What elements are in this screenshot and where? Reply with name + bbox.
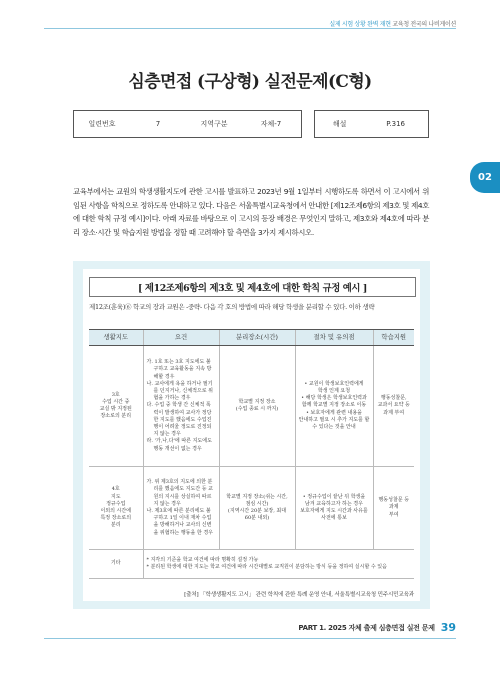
- cell-line: 행동성찰문 등 과제: [378, 497, 410, 511]
- reference-figure: [73, 261, 430, 609]
- answer-page: P.316: [386, 120, 406, 128]
- cell-line: 4호: [111, 486, 120, 493]
- cell-line: 학교별 지정 장소(쉬는 시간,: [226, 493, 288, 500]
- running-header-highlight: 실제 시험 상황 완벽 재현: [329, 21, 391, 28]
- serial-label: 일련번호: [88, 120, 116, 128]
- requirement-item: 라. '가,나,다'에 따른 지도에도 행동 개선이 없는 경우: [146, 438, 212, 452]
- col-header: 학습지원: [373, 330, 414, 346]
- procedure-cell: [295, 467, 373, 550]
- figure-title: [ 제12조제6항의 제3호 및 제4호에 대한 학칙 규정 예시 ]: [89, 277, 416, 297]
- table-row: [89, 467, 414, 550]
- info-box-main: [73, 110, 302, 138]
- cell-line: 분리: [110, 522, 121, 529]
- place-cell: [219, 467, 295, 550]
- cell-line: 특정 장소로의: [100, 515, 132, 522]
- cell-line: 과제 부여: [383, 409, 405, 416]
- region-label: 지역구분: [200, 120, 228, 128]
- cell-line: 지도: [110, 493, 121, 500]
- table-row: [89, 346, 414, 467]
- running-header: [329, 19, 456, 28]
- footer-rule: [44, 638, 456, 639]
- etc-label: 기타: [89, 550, 143, 579]
- place-cell: [219, 346, 295, 467]
- figure-panel: [83, 269, 420, 601]
- cell-line: 정규수업: [106, 500, 126, 507]
- question-text: 교육부에서는 교원의 학생생활지도에 관한 고시를 발표하고 2023년 9월 1일부터 시행하도록 하면서 이 고시에서 위임된 사항을 학칙으로 정하도록 안내하고 있다. 다음은 서울특별시교육청에서 안내한 [제12조제6항의 제3호 및 제4호에 대한 학칙 규정 예시]이다. 아래 자료를 바탕으로 이 고시의 등장 배경은 무엇인지 말하고, 제3호와 제4호에 따라 분리 장소·시간 및 학습지원 방법을 정할 때 고려해야 할 측면을 3가지 제시하시오.: [73, 187, 429, 237]
- cell-line: • 해당 학생은 학생보호인력과: [301, 395, 367, 402]
- cell-line: 행동성찰문,: [380, 395, 407, 402]
- info-box-answer: [314, 110, 429, 138]
- running-header-rest: 교육청 전국의 나비게이션: [390, 21, 456, 28]
- table-row: [89, 550, 414, 579]
- col-header: 절차 및 유의점: [295, 330, 373, 346]
- figure-source: [출처] 「학생생활지도 고시」 관련 학칙에 관한 특례 운영 안내, 서울특별시교육청 민주시민교육과: [184, 592, 414, 598]
- serial-value: 7: [155, 120, 161, 128]
- cell-line: 보호자에게 지도 시간과 사유를: [300, 508, 368, 514]
- cell-line: 사전에 통보: [321, 515, 347, 522]
- etc-notes: [143, 550, 414, 579]
- cell-line: • 정규수업이 끝난 뒤 학생을: [302, 493, 366, 500]
- col-header: 요건: [143, 330, 219, 346]
- cell-line: 이외의 시간에: [100, 508, 132, 514]
- col-header: 분리장소(시간): [219, 330, 295, 346]
- cell-line: 함께 학교별 지정 장소로 이동: [301, 402, 367, 409]
- requirement-item: 가. 위 제3호의 지도에 의한 분리를 했음에도 지도간 등 교원의 지시를 상실하여 따르지 않는 경우: [146, 479, 213, 507]
- cell-line: 학생 인계 요청: [317, 387, 351, 394]
- etc-note: * 분리된 학생에 대한 지도는 학교 여건에 따라 시간대별로 교직원이 분담하는 방식 등을 정하여 실시할 수 있음: [146, 564, 387, 570]
- guidance-cell: [89, 346, 143, 467]
- page-title: 심층면접 (구상형) 실전문제(C형): [128, 72, 372, 92]
- cell-line: 교실 밖 지정된: [99, 406, 132, 412]
- rule-table: [89, 329, 414, 579]
- requirement-item: 가. 1호 또는 3호 지도에도 불구하고 교육활동을 지속 방해할 경우: [146, 359, 212, 380]
- table-header-row: [89, 330, 414, 346]
- cell-line: 3호: [111, 391, 120, 398]
- cell-line: • 보호자에게 관련 내용을: [305, 409, 363, 416]
- requirement-item: 나. 제3호에 따른 분리에도 불구하고 1일 이내 재차 수업을 방해하거나 교사의 신변을 위협하는 행동을 한 경우: [146, 508, 213, 536]
- page-footer: [298, 621, 456, 634]
- cell-line: 점심 시간): [245, 500, 269, 507]
- cell-line: 수업 시간 중: [102, 398, 130, 405]
- cell-line: 안내하고 필요 시 추가 지도를 할: [298, 416, 370, 423]
- cell-line: 60분 내외): [244, 515, 270, 522]
- cell-line: 남겨 교육하고자 하는 경우: [305, 500, 363, 507]
- requirement-item: 나. 교사에게 욕을 하거나 필기를 던지거나, 신체적으로 위협을 가하는 경우: [146, 380, 213, 402]
- page-number: 39: [440, 621, 456, 634]
- cell-line: 부여: [388, 511, 399, 518]
- etc-note: * 지각의 기준을 학교 여건에 따라 명확히 설정 가능: [146, 556, 259, 563]
- support-cell: [373, 467, 414, 550]
- guidance-cell: [89, 467, 143, 550]
- requirement-cell: [143, 346, 219, 467]
- procedure-cell: [295, 346, 373, 467]
- cell-line: 장소로의 분리: [100, 413, 132, 420]
- cell-line: (수업 종료 시 까지): [235, 406, 279, 412]
- chapter-tab: 02: [470, 162, 500, 193]
- cell-line: 수 있다는 것을 안내: [312, 424, 356, 430]
- cell-line: (지역시간 20분 보장, 최대: [227, 508, 287, 514]
- info-bar: [73, 110, 429, 138]
- footer-text: PART 1. 2025 자체 출제 심층면접 실전 문제: [298, 623, 435, 632]
- cell-line: 학교별 지정 장소: [238, 398, 276, 405]
- cell-line: • 교원이 학생보호인력에게: [304, 380, 364, 387]
- requirement-item: 다. 수업 중 학생 간 신체적 폭력이 발생하여 교사가 정당한 지도를 했음에도 수업진행이 어려울 정도로 진정되지 않는 경우: [146, 402, 212, 438]
- col-header: 생활지도: [89, 330, 143, 346]
- figure-lead: 제12조(훈육)⑥ 학교의 장과 교원은 -중략- 다음 각 호의 방법에 따라 해당 학생을 분리할 수 있다. 이하 생략: [89, 303, 375, 311]
- header-rule: [44, 28, 456, 29]
- region-value: 자체-7: [260, 120, 282, 128]
- support-cell: [373, 346, 414, 467]
- cell-line: 교과서 요약 등: [377, 402, 410, 409]
- answer-label: 해설: [332, 120, 347, 128]
- requirement-cell: [143, 467, 219, 550]
